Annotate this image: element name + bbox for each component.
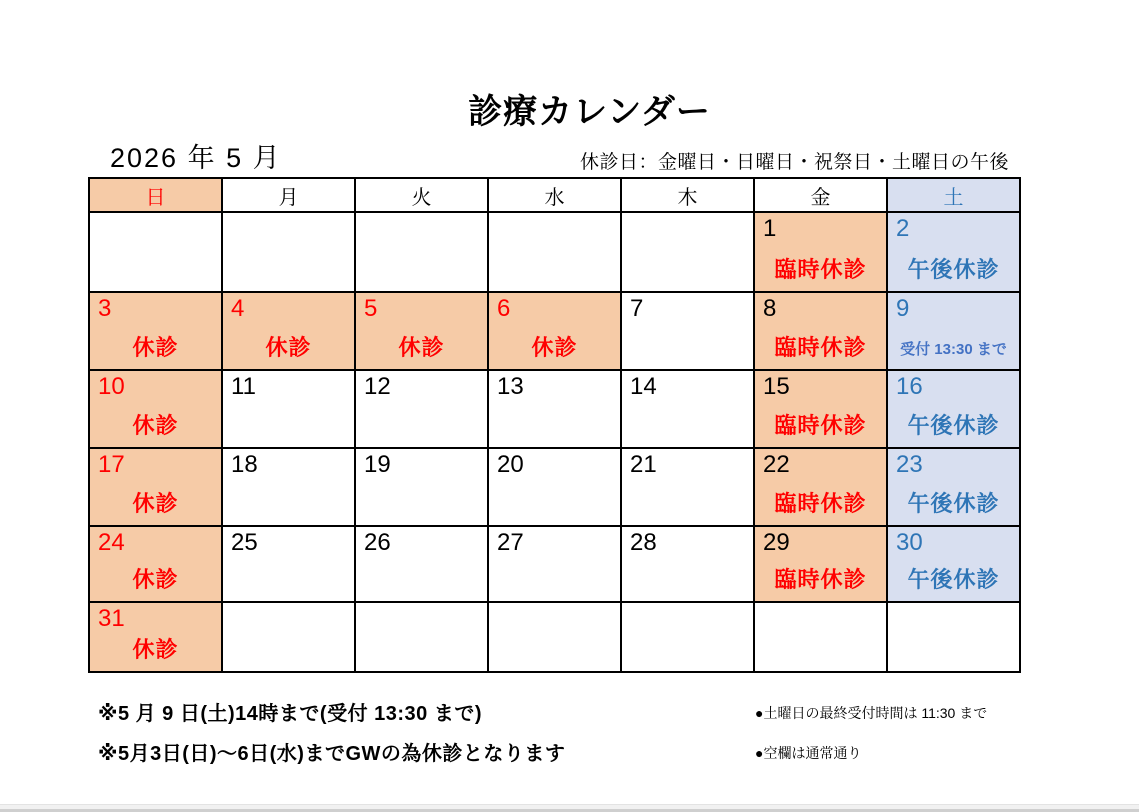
day-number: 2 bbox=[896, 215, 910, 242]
calendar-cell-day-18 bbox=[222, 448, 355, 526]
weekday-header-row bbox=[89, 178, 1020, 212]
calendar-cell-empty bbox=[222, 212, 355, 292]
day-status-note bbox=[223, 440, 354, 447]
calendar-cell-day-4 bbox=[222, 292, 355, 370]
month-label: 2026 年 5 月 bbox=[110, 143, 282, 173]
closed-days-note: 休診日：金曜日・日曜日・祝祭日・土曜日の午後 bbox=[580, 152, 1010, 173]
day-number bbox=[489, 213, 620, 216]
day-number bbox=[489, 603, 620, 606]
calendar-cell-day-21 bbox=[621, 448, 754, 526]
day-status-note: 休診 bbox=[132, 491, 179, 516]
calendar-cell-day-6 bbox=[488, 292, 621, 370]
day-number: 6 bbox=[497, 295, 511, 322]
day-number bbox=[223, 603, 354, 606]
day-number: 19 bbox=[364, 451, 391, 478]
window-bottom-edge bbox=[0, 804, 1139, 812]
day-number: 21 bbox=[630, 451, 657, 478]
calendar-body bbox=[89, 212, 1020, 672]
calendar-cell-day-13 bbox=[488, 370, 621, 448]
day-status-note bbox=[622, 518, 753, 525]
day-status-note bbox=[888, 664, 1019, 671]
day-status-note: 午後休診 bbox=[907, 567, 1000, 592]
day-number: 28 bbox=[630, 529, 657, 556]
day-number: 7 bbox=[630, 295, 644, 322]
calendar-week-row-6 bbox=[89, 602, 1020, 672]
day-status-note bbox=[356, 284, 487, 291]
weekday-header-wed: 水 bbox=[488, 178, 621, 212]
day-number: 23 bbox=[896, 451, 923, 478]
day-number: 12 bbox=[364, 373, 391, 400]
day-status-note: 臨時休診 bbox=[774, 567, 867, 592]
calendar-cell-day-27 bbox=[488, 526, 621, 602]
day-number bbox=[622, 213, 753, 216]
footnotes-right bbox=[755, 703, 987, 783]
calendar-cell-day-22 bbox=[754, 448, 887, 526]
day-number bbox=[755, 603, 886, 606]
footnote-saturday-hours: ※5 月 9 日(土)14時まで(受付 13:30 まで) bbox=[98, 703, 483, 725]
calendar-cell-day-10 bbox=[89, 370, 222, 448]
day-number: 25 bbox=[231, 529, 258, 556]
day-status-note: 臨時休診 bbox=[774, 257, 867, 282]
calendar-cell-day-26 bbox=[355, 526, 488, 602]
calendar-cell-day-14 bbox=[621, 370, 754, 448]
day-status-note: 休診 bbox=[132, 567, 179, 592]
day-number: 3 bbox=[98, 295, 112, 322]
calendar-cell-day-8 bbox=[754, 292, 887, 370]
day-status-note bbox=[489, 284, 620, 291]
day-number: 14 bbox=[630, 373, 657, 400]
calendar-cell-empty bbox=[355, 212, 488, 292]
footnote-blank-cells: ●空欄は通常通り bbox=[755, 745, 862, 761]
calendar-week-row-2 bbox=[89, 292, 1020, 370]
day-number: 22 bbox=[763, 451, 790, 478]
day-status-note bbox=[622, 664, 753, 671]
day-status-note bbox=[356, 518, 487, 525]
day-status-note: 午後休診 bbox=[907, 257, 1000, 282]
day-status-note bbox=[622, 284, 753, 291]
calendar-cell-empty bbox=[89, 212, 222, 292]
calendar-cell-empty bbox=[488, 602, 621, 672]
day-status-note bbox=[90, 284, 221, 291]
calendar-cell-day-20 bbox=[488, 448, 621, 526]
calendar-cell-day-11 bbox=[222, 370, 355, 448]
calendar-cell-day-5 bbox=[355, 292, 488, 370]
day-status-note: 臨時休診 bbox=[774, 491, 867, 516]
calendar-cell-empty bbox=[887, 602, 1020, 672]
weekday-header-sat: 土 bbox=[887, 178, 1020, 212]
day-status-note bbox=[489, 518, 620, 525]
day-number: 17 bbox=[98, 451, 125, 478]
calendar-cell-empty bbox=[488, 212, 621, 292]
day-status-note bbox=[356, 594, 487, 601]
calendar-cell-day-9 bbox=[887, 292, 1020, 370]
footnote-gw-closure: ※5月3日(日)～6日(水)までGWの為休診となります bbox=[98, 743, 566, 765]
day-number bbox=[356, 213, 487, 216]
day-number: 16 bbox=[896, 373, 923, 400]
calendar-cell-day-16 bbox=[887, 370, 1020, 448]
day-status-note bbox=[755, 664, 886, 671]
calendar-cell-empty bbox=[222, 602, 355, 672]
day-status-note bbox=[223, 664, 354, 671]
day-number: 31 bbox=[98, 605, 125, 632]
day-status-note bbox=[223, 518, 354, 525]
day-status-note bbox=[223, 594, 354, 601]
day-status-note bbox=[356, 440, 487, 447]
day-status-note: 休診 bbox=[531, 335, 578, 360]
calendar-cell-empty bbox=[621, 212, 754, 292]
day-number: 30 bbox=[896, 529, 923, 556]
calendar-cell-empty bbox=[754, 602, 887, 672]
clinic-calendar-table bbox=[88, 177, 1021, 673]
calendar-cell-day-29 bbox=[754, 526, 887, 602]
calendar-cell-day-3 bbox=[89, 292, 222, 370]
day-status-note bbox=[489, 440, 620, 447]
day-number: 8 bbox=[763, 295, 777, 322]
day-number: 5 bbox=[364, 295, 378, 322]
day-number: 29 bbox=[763, 529, 790, 556]
day-status-note: 午後休診 bbox=[907, 413, 1000, 438]
day-status-note: 休診 bbox=[132, 335, 179, 360]
day-status-note: 休診 bbox=[132, 637, 179, 662]
day-number: 26 bbox=[364, 529, 391, 556]
day-number: 27 bbox=[497, 529, 524, 556]
day-status-note: 休診 bbox=[132, 413, 179, 438]
weekday-header-mon: 月 bbox=[222, 178, 355, 212]
day-number bbox=[622, 603, 753, 606]
weekday-header-thu: 木 bbox=[621, 178, 754, 212]
calendar-cell-day-28 bbox=[621, 526, 754, 602]
calendar-cell-day-19 bbox=[355, 448, 488, 526]
footnote-last-reception: ●土曜日の最終受付時間は 11:30 まで bbox=[755, 705, 988, 721]
day-number: 24 bbox=[98, 529, 125, 556]
day-status-note bbox=[622, 594, 753, 601]
day-number: 13 bbox=[497, 373, 524, 400]
day-status-note: 午後休診 bbox=[907, 491, 1000, 516]
day-number: 9 bbox=[896, 295, 910, 322]
day-number: 20 bbox=[497, 451, 524, 478]
calendar-cell-empty bbox=[355, 602, 488, 672]
day-status-note: 臨時休診 bbox=[774, 413, 867, 438]
day-number bbox=[90, 213, 221, 216]
calendar-cell-day-24 bbox=[89, 526, 222, 602]
calendar-cell-day-1 bbox=[754, 212, 887, 292]
day-number: 10 bbox=[98, 373, 125, 400]
calendar-cell-day-31 bbox=[89, 602, 222, 672]
day-status-note bbox=[622, 362, 753, 369]
day-status-note bbox=[489, 664, 620, 671]
weekday-header-fri: 金 bbox=[754, 178, 887, 212]
calendar-cell-empty bbox=[621, 602, 754, 672]
day-status-note bbox=[223, 284, 354, 291]
calendar-cell-day-25 bbox=[222, 526, 355, 602]
day-status-note bbox=[622, 440, 753, 447]
calendar-cell-day-12 bbox=[355, 370, 488, 448]
calendar-cell-day-2 bbox=[887, 212, 1020, 292]
weekday-header-tue: 火 bbox=[355, 178, 488, 212]
day-status-note bbox=[489, 594, 620, 601]
calendar-cell-day-30 bbox=[887, 526, 1020, 602]
calendar-cell-day-7 bbox=[621, 292, 754, 370]
footnotes-left bbox=[98, 697, 565, 777]
day-number: 11 bbox=[231, 373, 256, 400]
calendar-cell-day-23 bbox=[887, 448, 1020, 526]
day-number bbox=[356, 603, 487, 606]
calendar-week-row-1 bbox=[89, 212, 1020, 292]
calendar-cell-day-17 bbox=[89, 448, 222, 526]
day-status-note: 臨時休診 bbox=[774, 335, 867, 360]
day-status-note: 休診 bbox=[398, 335, 445, 360]
day-number: 1 bbox=[763, 215, 777, 242]
calendar-cell-day-15 bbox=[754, 370, 887, 448]
calendar-week-row-3 bbox=[89, 370, 1020, 448]
weekday-header-sun: 日 bbox=[89, 178, 222, 212]
day-number: 15 bbox=[763, 373, 790, 400]
day-number bbox=[888, 603, 1019, 606]
day-number: 4 bbox=[231, 295, 245, 322]
day-status-note bbox=[356, 664, 487, 671]
calendar-week-row-4 bbox=[89, 448, 1020, 526]
day-number bbox=[223, 213, 354, 216]
day-status-note: 休診 bbox=[265, 335, 312, 360]
page-title: 診療カレンダー bbox=[468, 93, 711, 131]
day-number: 18 bbox=[231, 451, 258, 478]
calendar-week-row-5 bbox=[89, 526, 1020, 602]
day-status-note: 受付 13:30 まで bbox=[900, 341, 1007, 358]
